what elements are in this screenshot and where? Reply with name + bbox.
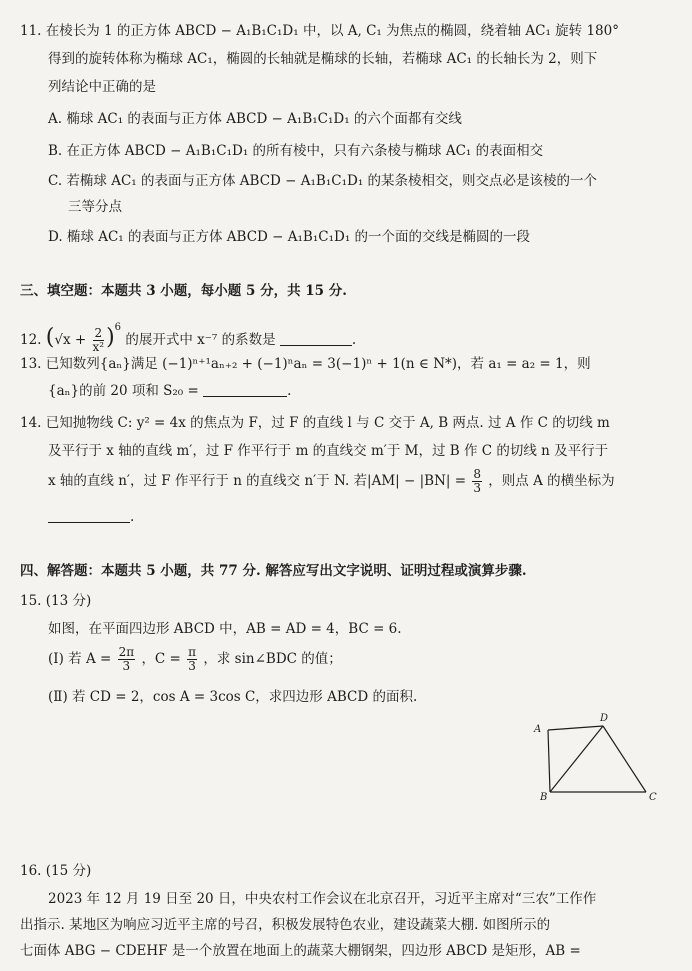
label-a: A	[534, 724, 542, 735]
q14-frac-num: 8	[473, 467, 481, 481]
q14-line2: 及平行于 x 轴的直线 m′，过 F 作平行于 m 的直线交 m′于 M，过 B 作 C 的切线 n 及平行于	[48, 443, 609, 459]
q11-option-b: B. 在正方体 ABCD − A₁B₁C₁D₁ 的所有棱中，只有六条棱与椭球 AC₁ 的表面相交	[48, 143, 544, 159]
quadrilateral-figure	[528, 712, 668, 804]
label-c: C	[649, 792, 657, 803]
edge-dc	[603, 726, 646, 792]
q15-part1-c: ，求 sin∠BDC 的值；	[203, 651, 342, 667]
q11-option-d: D. 椭球 AC₁ 的表面与正方体 ABCD − A₁B₁C₁D₁ 的一个面的交线是椭圆的一段	[48, 229, 531, 245]
q13-end: .	[287, 383, 292, 399]
q13-line2-text: {aₙ}的前 20 项和 S₂₀ =	[48, 383, 199, 399]
section3-heading: 三、填空题：本题共 3 小题，每小题 5 分，共 15 分.	[20, 283, 347, 299]
q14-line4	[48, 508, 134, 526]
q16-line1: 2023 年 12 月 19 日至 20 日，中央农村工作会议在北京召开，习近平主席对“三农”工作作	[48, 891, 597, 907]
edge-ab	[548, 730, 550, 792]
q12-fraction	[93, 327, 105, 354]
q12-plus: +	[74, 332, 87, 348]
q12-exponent: 6	[114, 322, 122, 333]
q15-number: 15. (13 分)	[20, 593, 92, 609]
q15-part2: (Ⅱ) 若 CD = 2，cos A = 3cos C，求四边形 ABCD 的面积.	[48, 689, 418, 705]
q12-paren-open: (	[45, 325, 55, 350]
q14-end: .	[130, 509, 135, 525]
q12	[20, 314, 356, 354]
q16-line2: 出指示. 某地区为响应习近平主席的号召，积极发展特色农业，建设蔬菜大棚. 如图所示的	[20, 917, 551, 933]
q11-option-c-line2: 三等分点	[68, 199, 122, 215]
label-b: B	[540, 792, 548, 803]
q15-part1-b: ，C =	[141, 651, 181, 667]
q14-answer-blank[interactable]	[48, 508, 130, 523]
q14-line1: 14. 已知抛物线 C: y² = 4x 的焦点为 F，过 F 的直线 l 与 C 交于 A, B 两点. 过 A 作 C 的切线 m	[20, 415, 610, 431]
q13-line2	[48, 382, 291, 400]
q14-line3	[48, 466, 615, 496]
q11-option-c-line1: C. 若椭球 AC₁ 的表面与正方体 ABCD − A₁B₁C₁D₁ 的某条棱相交，则交点必是该棱的一个	[48, 173, 598, 189]
q11-line1: 11. 在棱长为 1 的正方体 ABCD − A₁B₁C₁D₁ 中，以 A, C₁ 为焦点的椭圆，绕着轴 AC₁ 旋转 180°	[20, 23, 619, 39]
q16-number: 16. (15 分)	[20, 863, 92, 879]
q15-part1	[48, 644, 342, 674]
q16-line3: 七面体 ABG − CDEHF 是一个放置在地面上的蔬菜大棚钢架，四边形 ABCD 是矩形，AB =	[20, 943, 581, 959]
q15-part1-a: (Ⅰ) 若 A =	[48, 651, 112, 667]
q14-line3-tail: ，则点 A 的横坐标为	[488, 473, 615, 489]
section4-heading: 四、解答题：本题共 5 小题，共 77 分. 解答应写出文字说明、证明过程或演算步骤.	[20, 563, 527, 579]
q12-sqrt-x: √x	[54, 332, 71, 348]
q15-line1: 如图，在平面四边形 ABCD 中，AB = AD = 4，BC = 6.	[48, 621, 402, 637]
q11-line2: 得到的旋转体称为椭球 AC₁，椭圆的长轴就是椭球的长轴，若椭球 AC₁ 的长轴长为 2，则下	[48, 51, 598, 67]
diagonal-bd	[550, 726, 603, 792]
q15-frac2	[187, 646, 197, 673]
q12-paren-close: )	[106, 325, 115, 350]
edge-ad	[548, 726, 603, 730]
q15-frac1	[118, 646, 136, 673]
q15-frac1-num: 2π	[118, 645, 135, 659]
q12-frac-num: 2	[94, 326, 103, 340]
q12-frac-den: x²	[92, 340, 105, 354]
q15-frac2-den: 3	[188, 659, 196, 673]
q11-option-a: A. 椭球 AC₁ 的表面与正方体 ABCD − A₁B₁C₁D₁ 的六个面都有交线	[48, 111, 462, 127]
q12-end: .	[351, 332, 357, 348]
q12-answer-blank[interactable]	[280, 331, 352, 346]
q12-number: 12.	[20, 332, 42, 348]
q11-line3: 列结论中正确的是	[48, 79, 156, 95]
q14-line3-text: x 轴的直线 n′，过 F 作平行于 n 的直线交 n′于 N. 若|AM| − |BN| =	[48, 473, 467, 489]
q14-frac-den: 3	[473, 481, 481, 495]
label-d: D	[600, 713, 609, 724]
q12-text: 的展开式中 x⁻⁷ 的系数是	[125, 332, 276, 348]
q15-frac2-num: π	[188, 645, 197, 659]
q14-fraction	[472, 468, 482, 495]
q13-answer-blank[interactable]	[203, 382, 287, 397]
q13-line1: 13. 已知数列{aₙ}满足 (−1)ⁿ⁺¹aₙ₊₂ + (−1)ⁿaₙ = 3(−1)ⁿ + 1(n ∈ N*)，若 a₁ = a₂ = 1，则	[20, 356, 591, 372]
q15-frac1-den: 3	[122, 659, 131, 673]
